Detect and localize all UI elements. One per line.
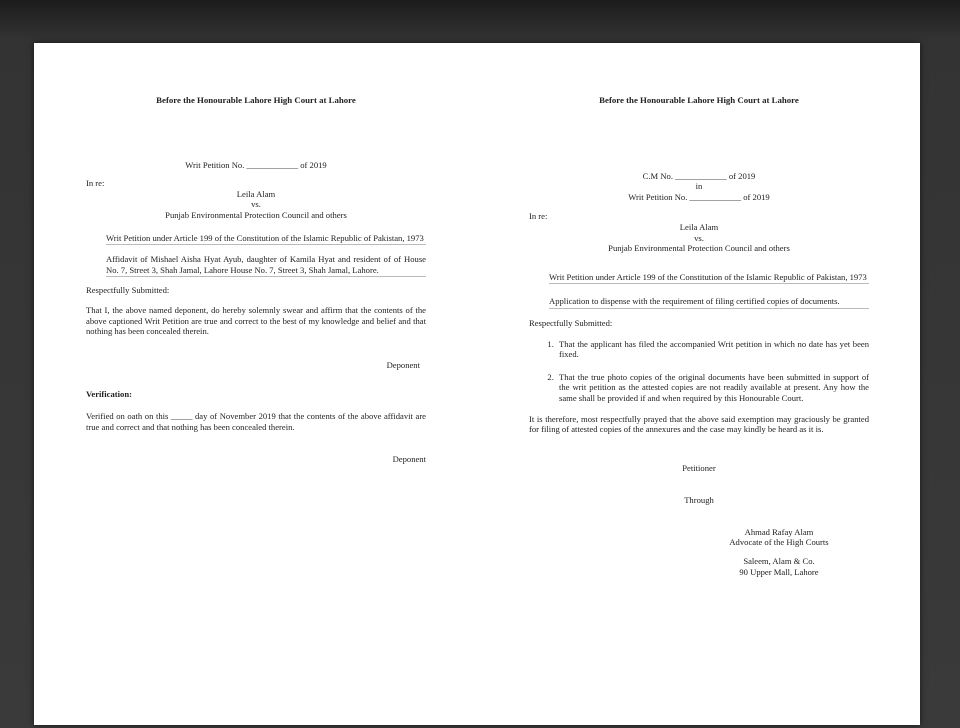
advocate-block [694,527,864,577]
respectfully-submitted: Respectfully Submitted: [86,285,170,296]
oath-paragraph: That I, the above named deponent, do hereby solemnly swear and affirm that the contents of the above captioned Writ Petition are true and correct to the best of my knowledge and belief and that nothing has been concealed therein. [86,304,426,337]
firm-address: 90 Upper Mall, Lahore [739,566,819,577]
in-label: in [695,181,703,192]
court-heading: Before the Honourable Lahore High Court at Lahore [156,95,356,105]
petitioner-name: Leila Alam [679,221,719,232]
petition-number-line: Writ Petition No. ____________ of 2019 [628,191,770,202]
in-re-label: In re: [529,211,548,222]
subject-constitution: Writ Petition under Article 199 of the Constitution of the Islamic Republic of Pakistan, 1973 [549,272,869,285]
subject-affidavit: Affidavit of Mishael Aisha Hyat Ayub, daughter of Kamila Hyat and resident of of House No. 7, Street 3, Shah Jamal, Lahore House No. 7, Street 3, Shah Jamal, Lahore. [106,254,426,277]
deponent-signature-2: Deponent [392,454,426,465]
subject-application: Application to dispense with the requirement of filing certified copies of documents. [549,296,869,309]
versus-label: vs. [694,232,704,243]
petitioner-signature: Petitioner [682,462,716,473]
through-label: Through [684,495,714,506]
deponent-signature-1: Deponent [386,359,420,370]
subject-constitution: Writ Petition under Article 199 of the Constitution of the Islamic Republic of Pakistan, 1973 [106,233,426,246]
advocate-title: Advocate of the High Courts [729,537,829,548]
application-column [529,95,869,577]
list-item: 1. That the applicant has filed the accompanied Writ petition in which no date has yet been fixed. [556,339,869,360]
prayer-paragraph: It is therefore, most respectfully prayed that the above said exemption may graciously be granted for filing of attested copies of the annexures and the case may kindly be heard as it is. [529,413,869,435]
respondent-name: Punjab Environmental Protection Council and others [165,209,347,220]
court-heading: Before the Honourable Lahore High Court at Lahore [599,95,799,105]
verification-title: Verification: [86,389,132,400]
grounds-list [529,339,869,404]
firm-name: Saleem, Alam & Co. [743,556,815,567]
list-item: 2. That the true photo copies of the original documents have been submitted in support of the writ petition as the attested copies are not readily available at present. Any how the same shall be provided if and when required by this Honourable Court. [556,372,869,404]
versus-label: vs. [251,199,261,210]
document-page [34,43,920,725]
cm-number-line: C.M No. ____________ of 2019 [642,170,756,181]
advocate-name: Ahmad Rafay Alam [744,526,814,537]
petitioner-name: Leila Alam [236,188,276,199]
verification-paragraph: Verified on oath on this _____ day of November 2019 that the contents of the above affidavit are true and correct and that nothing has been concealed therein. [86,410,426,432]
respondent-name: Punjab Environmental Protection Council and others [608,243,790,254]
respectfully-submitted: Respectfully Submitted: [529,317,613,328]
affidavit-column [86,95,426,465]
in-re-label: In re: [86,178,105,189]
petition-number-line: Writ Petition No. ____________ of 2019 [185,159,327,170]
